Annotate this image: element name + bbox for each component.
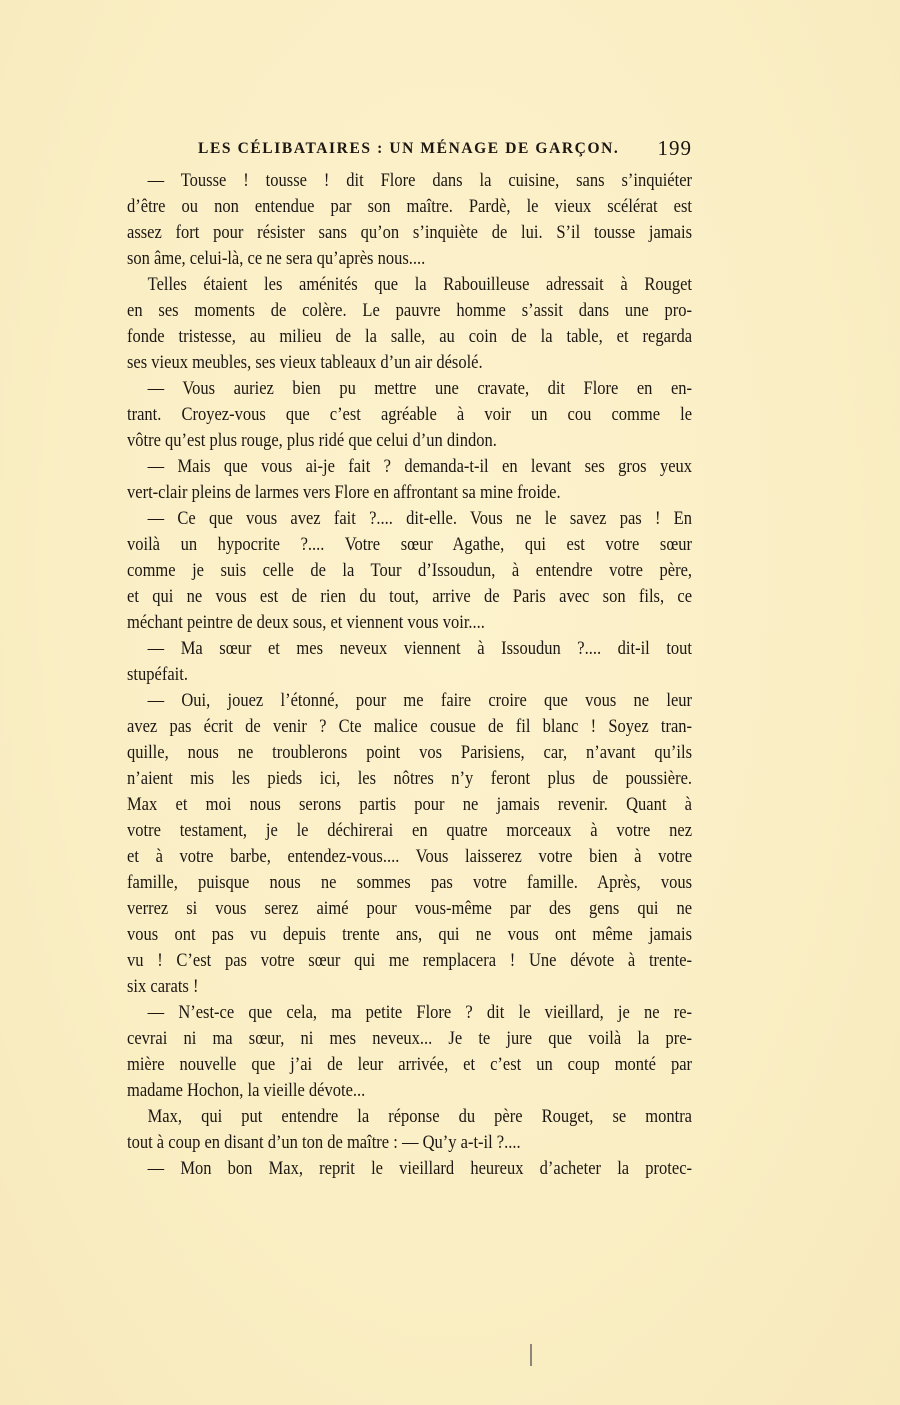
text-line: trant. Croyez-vous que c’est agréable à voir un cou comme le [127, 404, 693, 425]
text-line: vert-clair pleins de larmes vers Flore en affrontant sa mine froide. [127, 482, 561, 503]
text-line: verrez si vous serez aimé pour vous-même par des gens qui ne [127, 898, 693, 919]
text-line: madame Hochon, la vieille dévote... [127, 1080, 366, 1101]
text-line: vu ! C’est pas votre sœur qui me remplacera ! Une dévote à trente- [127, 950, 693, 971]
text-line: n’aient mis les pieds ici, les nôtres n’y feront plus de poussière. [127, 768, 693, 789]
text-line: — Tousse ! tousse ! dit Flore dans la cuisine, sans s’inquiéter [147, 170, 693, 191]
text-line: cevrai ni ma sœur, ni mes neveux... Je te jure que voilà la pre- [127, 1028, 693, 1049]
text-line: — Mon bon Max, reprit le vieillard heureux d’acheter la protec- [147, 1158, 693, 1179]
text-line: assez fort pour résister sans qu’on s’inquiète de lui. S’il tousse jamais [127, 222, 693, 243]
text-line: six carats ! [127, 976, 199, 997]
page-number: 199 [657, 136, 692, 160]
text-line: comme je suis celle de la Tour d’Issoudun, à entendre votre père, [127, 560, 693, 581]
text-line: voilà un hypocrite ?.... Votre sœur Agathe, qui est votre sœur [127, 534, 693, 555]
running-title: LES CÉLIBATAIRES : UN MÉNAGE DE GARÇON. [198, 140, 620, 157]
text-line: son âme, celui-là, ce ne sera qu’après nous.... [127, 248, 426, 269]
text-line: votre testament, je le déchirerai en quatre morceaux à votre nez [127, 820, 693, 841]
text-line: tout à coup en disant d’un ton de maître : — Qu’y a-t-il ?.... [127, 1132, 521, 1153]
text-line: et qui ne vous est de rien du tout, arrive de Paris avec son fils, ce [127, 586, 693, 607]
text-line: et à votre barbe, entendez-vous.... Vous laisserez votre bien à votre [127, 846, 693, 867]
text-line: Max, qui put entendre la réponse du père Rouget, se montra [147, 1106, 693, 1127]
text-line: vous ont pas vu depuis trente ans, qui ne vous ont même jamais [127, 924, 693, 945]
text-line: Max et moi nous serons partis pour ne jamais revenir. Quant à [127, 794, 693, 815]
text-line: avez pas écrit de venir ? Cte malice cousue de fil blanc ! Soyez tran- [127, 716, 693, 737]
text-line: fonde tristesse, au milieu de la salle, au coin de la table, et regarda [127, 326, 693, 347]
text-line: — Vous auriez bien pu mettre une cravate, dit Flore en en- [147, 378, 693, 399]
text-line: — Ce que vous avez fait ?.... dit-elle. Vous ne le savez pas ! En [147, 508, 693, 529]
text-line: — Ma sœur et mes neveux viennent à Issoudun ?.... dit-il tout [147, 638, 693, 659]
text-line: quille, nous ne troublerons point vos Parisiens, car, n’avant qu’ils [127, 742, 693, 763]
text-line: ses vieux meubles, ses vieux tableaux d’un air désolé. [127, 352, 483, 373]
gutter-mark [530, 1344, 532, 1366]
text-line: famille, puisque nous ne sommes pas votre famille. Après, vous [127, 872, 693, 893]
text-line: — Mais que vous ai-je fait ? demanda-t-il en levant ses gros yeux [147, 456, 693, 477]
text-line: mière nouvelle que j’ai de leur arrivée, et c’est un coup monté par [127, 1054, 693, 1075]
text-line: Telles étaient les aménités que la Rabouilleuse adressait à Rouget [147, 274, 693, 295]
text-line: en ses moments de colère. Le pauvre homme s’assit dans une pro- [127, 300, 693, 321]
text-line: stupéfait. [127, 664, 188, 685]
text-line: méchant peintre de deux sous, et viennent vous voir.... [127, 612, 485, 633]
text-line: d’être ou non entendue par son maître. Pardè, le vieux scélérat est [127, 196, 693, 217]
text-line: — Oui, jouez l’étonné, pour me faire croire que vous ne leur [147, 690, 693, 711]
text-line: vôtre qu’est plus rouge, plus ridé que celui d’un dindon. [127, 430, 497, 451]
text-line: — N’est-ce que cela, ma petite Flore ? dit le vieillard, je ne re- [147, 1002, 693, 1023]
body-text [127, 168, 692, 1182]
page-header [198, 136, 692, 166]
